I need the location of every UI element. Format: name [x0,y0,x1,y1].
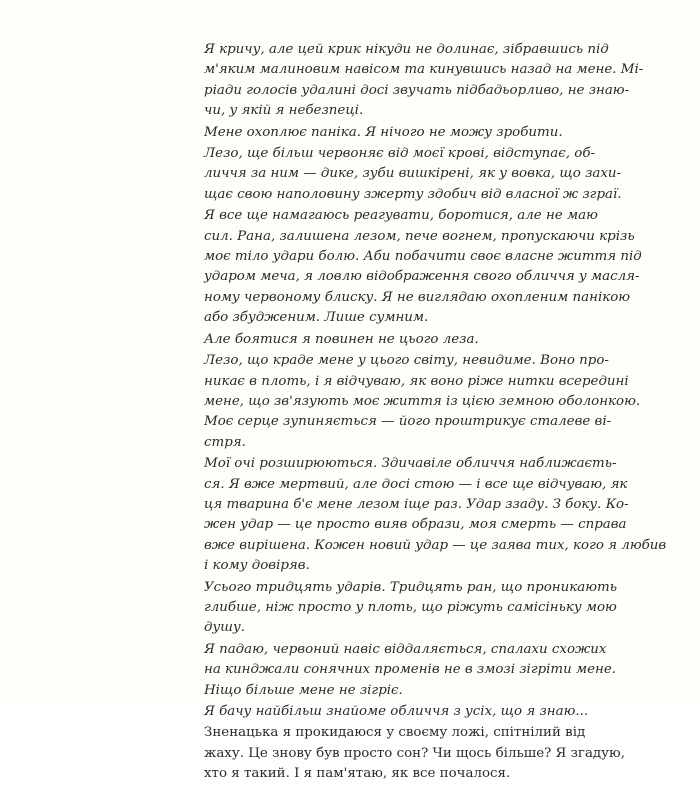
paragraph [185,702,589,722]
text-line: Мої очі розширюються. Здичавіле обличчя наближаєть- [204,456,617,472]
text-line: Я все ще намагаюсь реагувати, боротися, але не маю [204,208,598,224]
text-line: Лезо, що краде мене у цього світу, невидиме. Воно про- [204,353,609,369]
text-line: вже вирішена. Кожен новий удар — це заява тих, кого я любив [204,537,667,553]
text-line: личчя за ним — дике, зуби вишкірені, як у вовка, що захи- [204,166,622,182]
text-line: ударом меча, я ловлю відображення свого обличчя у масля- [204,269,640,285]
paragraph [185,578,617,639]
text-line: Але боятися я повинен не цього леза. [204,331,479,347]
text-line: і кому довіряв. [204,558,310,574]
paragraph [185,640,617,701]
text-line: душу. [204,620,245,636]
paragraph [185,144,622,205]
paragraph [185,454,667,576]
text-line: никає в плоть, і я відчуваю, як воно ріже нитки всередині [204,373,629,389]
paragraph [185,723,625,784]
paragraph [185,123,563,143]
text-line: жаху. Це знову був просто сон? Чи щось більше? Я згадую, [204,745,625,761]
text-line: Усього тридцять ударів. Тридцять ран, що проникають [204,579,617,595]
text-line: ріади голосів удалині досі звучать підбадьорливо, не знаю- [204,82,630,98]
text-line: жен удар — це просто вияв образи, моя смерть — справа [204,517,627,533]
text-line: стря. [204,434,246,450]
text-line: хто я такий. І я пам'ятаю, як все почалося. [204,766,511,782]
text-line: Лезо, ще більш червоняє від моєї крові, відступає, об- [204,146,596,162]
text-line: чи, у якій я небезпеці. [204,103,364,119]
paragraph [185,40,644,122]
text-line: ця тварина б'є мене лезом іще раз. Удар ззаду. З боку. Ко- [204,496,629,512]
text-line: глибше, ніж просто у плоть, що ріжуть самісіньку мою [204,599,617,615]
text-line: Ніщо більше мене не зігріє. [204,682,403,698]
text-line: ному червоному блиску. Я не виглядаю охопленим панікою [204,289,631,305]
paragraph [185,330,547,350]
text-line: м'яким малиновим навісом та кинувшись назад на мене. Мі- [204,62,644,78]
text-line: ся. Я вже мертвий, але досі стою — і все ще відчуваю, як [204,476,628,492]
text-line: мене, що зв'язують моє життя із цією земною оболонкою. [204,393,641,409]
paragraph [185,351,641,453]
text-line: на кинджали сонячних променів не в змозі зігріти мене. [204,662,617,678]
text-line: моє тіло удари болю. Аби побачити своє власне життя під [204,249,642,265]
page-text [185,40,667,786]
text-line: сил. Рана, залишена лезом, пече вогнем, пропускаючи крізь [204,228,635,244]
paragraph [185,206,642,328]
text-line: Зненацька я прокидаюся у своєму ложі, спітнілий від [204,725,586,741]
text-line: Моє серце зупиняється — його проштрикує сталеве ві- [204,414,612,430]
text-line: або збудженим. Лише сумним. [204,310,429,326]
text-line: Я кричу, але цей крик нікуди не долинає, зібравшись під [204,42,609,57]
text-line: щає свою наполовину зжерту здобич від власної ж зграї. [204,186,622,202]
text-line: Мене охоплює паніка. Я нічого не можу зробити. [204,124,563,140]
text-line: Я падаю, червоний навіс віддаляється, спалахи схожих [204,641,607,657]
text-line: Я бачу найбільш знайоме обличчя з усіх, що я знаю... [204,704,589,719]
